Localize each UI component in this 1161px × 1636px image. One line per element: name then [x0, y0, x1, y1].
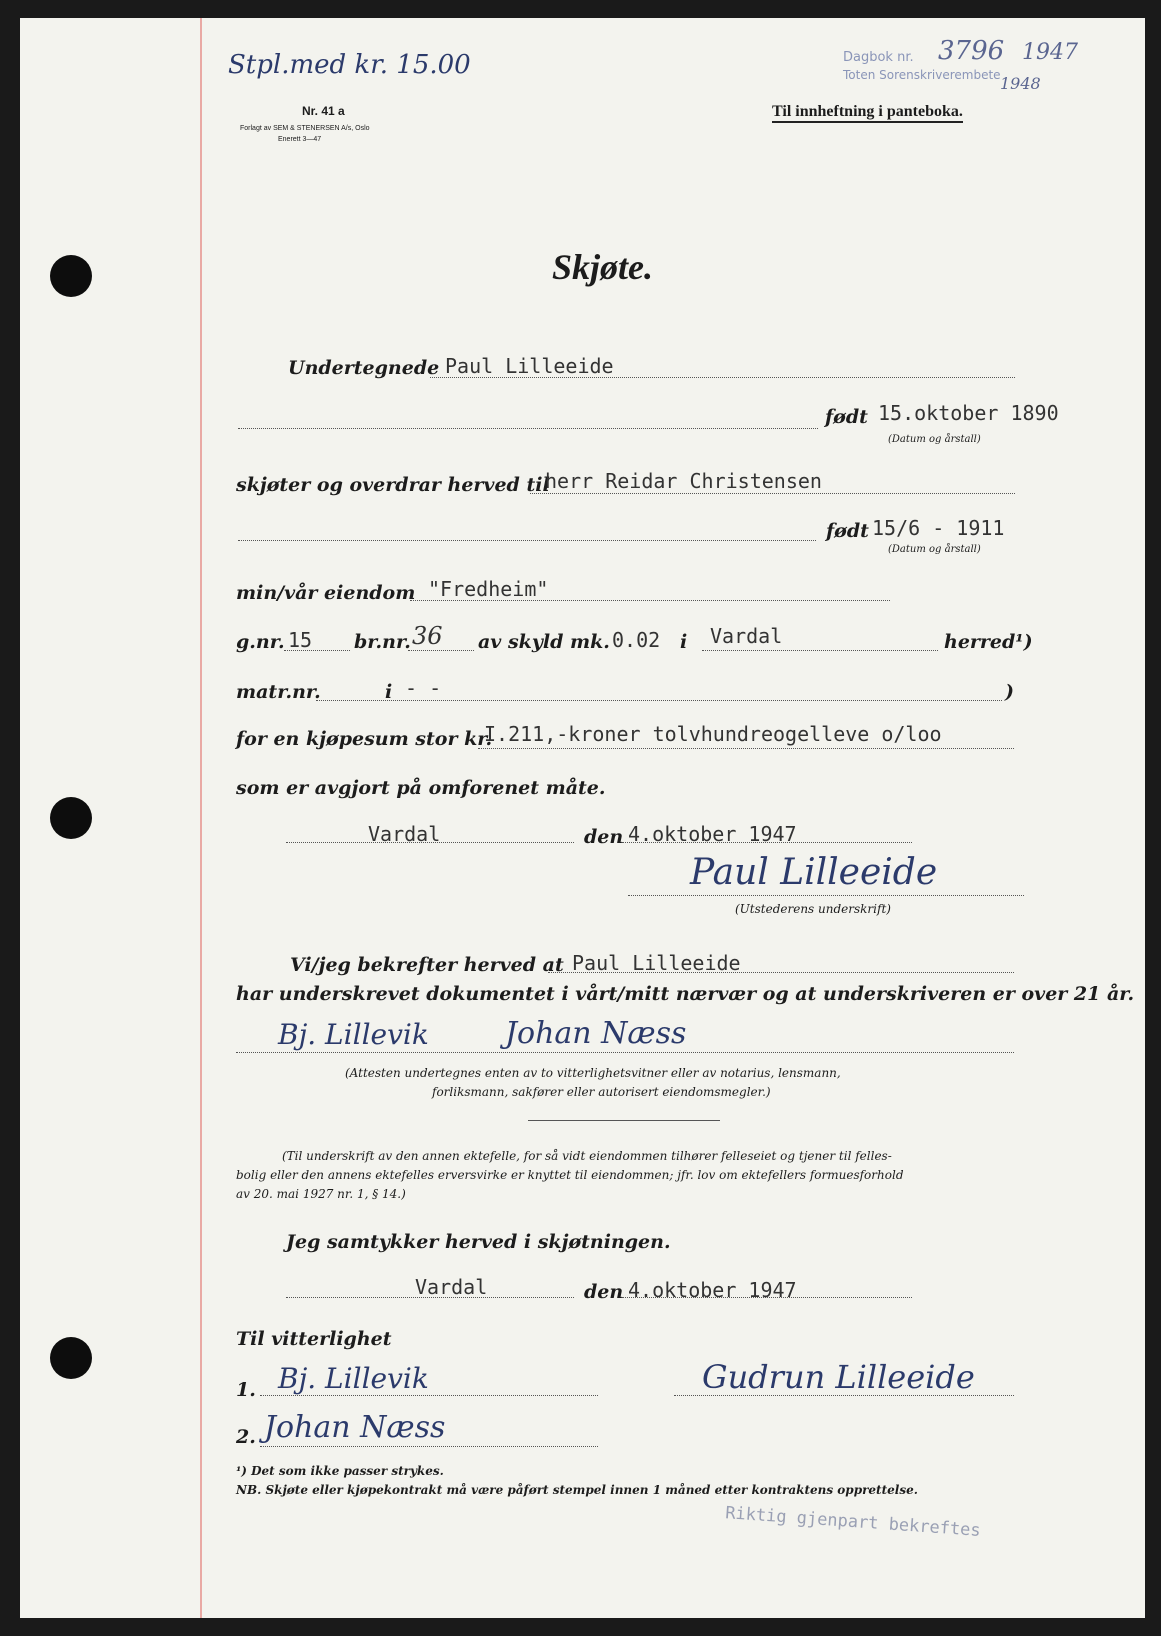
consent-text: Jeg samtykker herved i skjøtningen.	[286, 1231, 671, 1253]
document-title: Skjøte.	[552, 247, 654, 287]
punch-hole	[50, 255, 92, 297]
issuer-signature: Paul Lilleeide	[690, 852, 938, 893]
dotted-line	[238, 540, 816, 541]
dotted-line	[316, 700, 1002, 701]
undertegnede-label: Undertegnede	[288, 357, 440, 379]
witness-statement: har underskrevet dokumentet i vårt/mitt nærvær og at underskriveren er over 21 år.	[236, 983, 1135, 1005]
kjopesum-value: I.211,-kroner tolvhundreogelleve o/loo	[484, 722, 942, 746]
witness-label: Vi/jeg bekrefter herved at	[290, 954, 564, 976]
witness-signature-2: Johan Næss	[505, 1016, 687, 1051]
den-label: den	[584, 1281, 624, 1303]
i-label: i	[680, 631, 688, 653]
witness-note: (Attesten undertegnes enten av to vitterlighetsvitner eller av notarius, lensmann,	[345, 1066, 841, 1080]
footnote: ¹) Det som ikke passer strykes.	[236, 1464, 444, 1478]
vitterlighet-witness-2: Johan Næss	[264, 1410, 446, 1445]
skyld-value: 0.02	[612, 628, 661, 652]
signing-date: 4.oktober 1947	[628, 822, 797, 846]
publisher-line: Enerett 3—47	[278, 136, 322, 143]
dotted-line	[628, 895, 1024, 896]
dotted-line	[238, 428, 818, 429]
spouse-note: (Til underskrift av den annen ektefelle, for så vidt eiendommen tilhører felleseiet og tjener til felles-	[282, 1149, 892, 1163]
den-label: den	[584, 826, 624, 848]
margin-line	[200, 18, 202, 1618]
herred-label: herred¹)	[944, 631, 1033, 653]
eiendom-value: "Fredheim"	[428, 577, 549, 601]
vitterlighet-witness-1: Bj. Lillevik	[278, 1362, 429, 1395]
copy-stamp: Riktig gjenpart bekreftes	[724, 1503, 982, 1541]
dotted-line	[408, 650, 474, 651]
punch-hole	[50, 797, 92, 839]
witness-signature-1: Bj. Lillevik	[278, 1018, 429, 1051]
dotted-line	[260, 1446, 598, 1447]
gnr-value: 15	[288, 628, 313, 652]
avgjort-text: som er avgjort på omforenet måte.	[236, 777, 606, 799]
dotted-line	[702, 650, 938, 651]
fodt-value: 15/6 - 1911	[872, 516, 1005, 540]
skyld-label: av skyld mk.	[478, 631, 610, 653]
spouse-place: Vardal	[415, 1275, 488, 1299]
stamp-office: Toten Sorenskriverembete	[843, 68, 1001, 82]
kjopesum-label: for en kjøpesum stor kr.	[236, 728, 493, 750]
signing-place: Vardal	[368, 822, 441, 846]
eiendom-label: min/vår eiendom	[236, 582, 416, 604]
footnote-nb: NB. Skjøte eller kjøpekontrakt må være påført stempel innen 1 måned etter kontraktens opprettelse.	[236, 1483, 918, 1497]
punch-hole	[50, 1337, 92, 1379]
stamp-number: 3796	[938, 36, 1005, 66]
spouse-note: bolig eller den annens ektefelles erversvirke er knyttet til eiendommen; jfr. lov om ektefellers formuesforhold	[236, 1168, 904, 1182]
witness-name: Paul Lilleeide	[572, 951, 741, 975]
binding-note: Til innheftning i panteboka.	[772, 103, 963, 123]
spouse-signature: Gudrun Lilleeide	[702, 1358, 975, 1396]
undertegnede-value: Paul Lilleeide	[445, 354, 614, 378]
brnr-label: br.nr.	[354, 631, 411, 653]
fodt-value: 15.oktober 1890	[878, 401, 1059, 425]
witness-number: 2.	[236, 1426, 256, 1448]
dotted-line	[236, 1052, 1014, 1053]
signature-caption: (Utstederens underskrift)	[735, 902, 891, 916]
stamp-label: Dagbok nr.	[843, 50, 914, 65]
brnr-value: 36	[412, 622, 443, 650]
dotted-line	[260, 1395, 598, 1396]
datum-hint: (Datum og årstall)	[888, 434, 981, 445]
witness-note: forliksmann, sakfører eller autorisert eiendomsmegler.)	[432, 1085, 771, 1099]
datum-hint: (Datum og årstall)	[888, 544, 981, 555]
fodt-label: født	[825, 406, 868, 428]
skjoter-value: herr Reidar Christensen	[545, 469, 822, 493]
witness-number: 1.	[236, 1379, 256, 1401]
matr-close: )	[1005, 681, 1014, 703]
dotted-line	[478, 748, 1014, 749]
stamp-year: 1947	[1022, 40, 1078, 65]
matr-label: matr.nr.	[236, 681, 321, 703]
matr-i: i	[385, 681, 393, 703]
spouse-note: av 20. mai 1927 nr. 1, § 14.)	[236, 1187, 406, 1201]
fodt-label: født	[826, 520, 869, 542]
skjoter-label: skjøter og overdrar herved til	[236, 474, 550, 496]
matr-value: - -	[405, 676, 442, 700]
stamp-sub: 1948	[1000, 74, 1041, 93]
dotted-line	[530, 493, 1015, 494]
herred-value: Vardal	[710, 624, 783, 648]
divider	[528, 1120, 720, 1121]
gnr-label: g.nr.	[236, 631, 285, 653]
form-number: Nr. 41 a	[302, 104, 345, 118]
spouse-date: 4.oktober 1947	[628, 1278, 797, 1302]
fee-note: Stpl.med kr. 15.00	[228, 50, 471, 80]
publisher-line: Forlagt av SEM & STENERSEN A/s, Oslo	[240, 125, 370, 132]
vitterlighet-label: Til vitterlighet	[236, 1328, 392, 1350]
